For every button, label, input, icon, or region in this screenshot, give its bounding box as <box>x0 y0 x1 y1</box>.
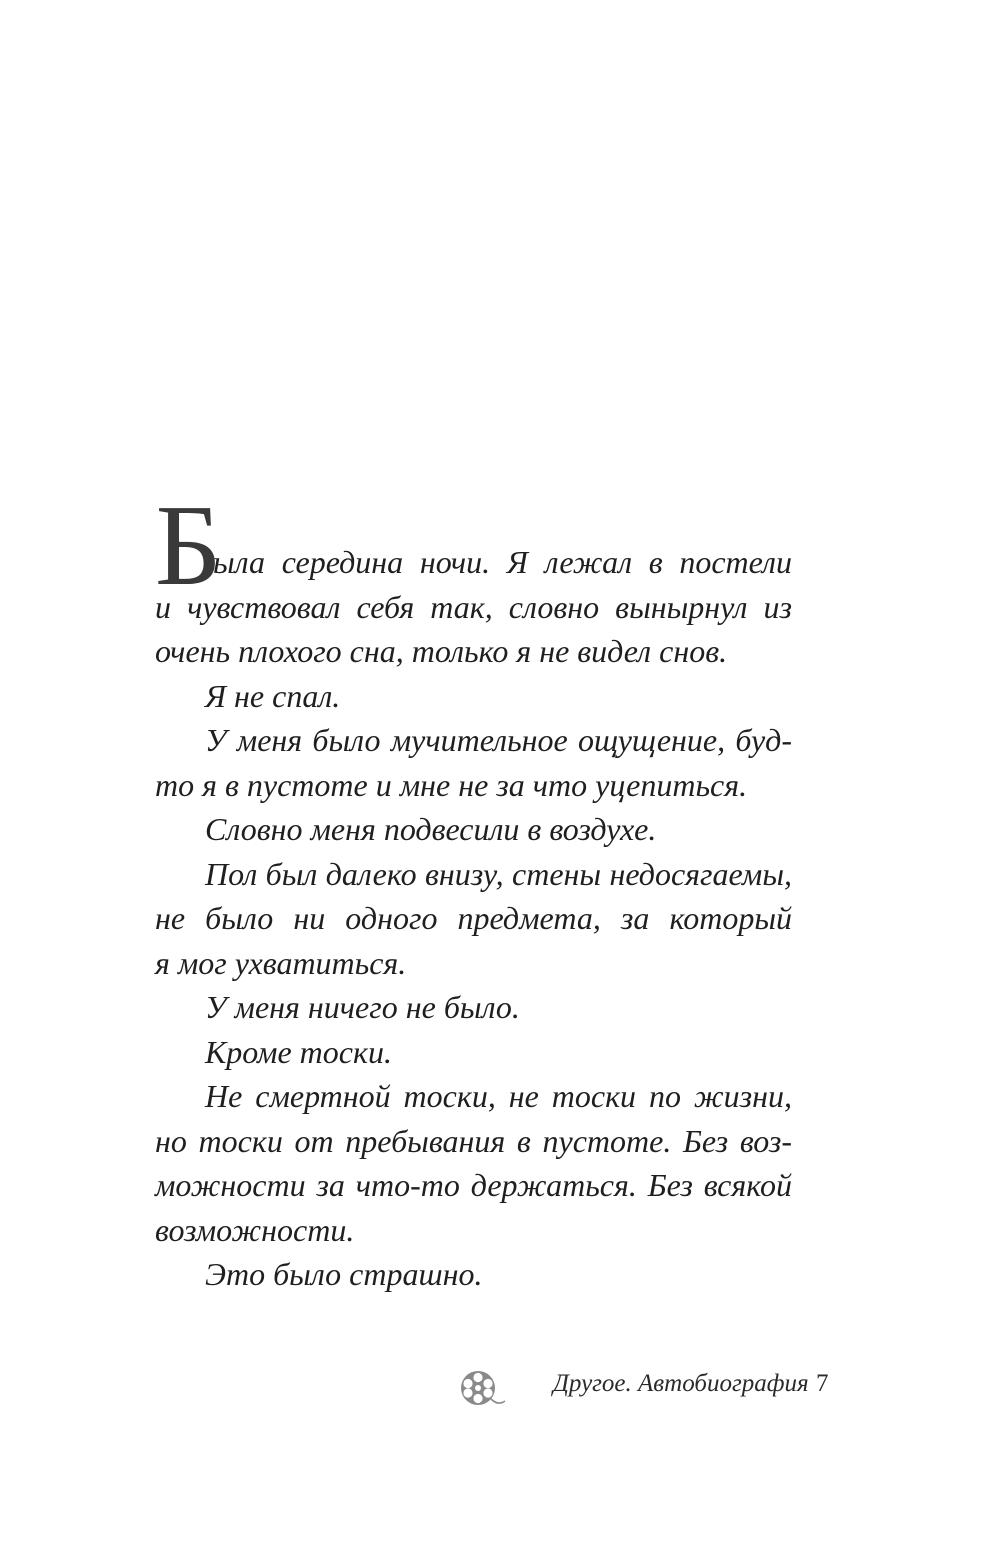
text-line: я мог ухватиться. <box>155 944 407 981</box>
text-line: Не смертной тоски, не тоски по жизни, <box>205 1078 792 1114</box>
text-line: Пол был далеко внизу, стены недосягаемы, <box>205 855 792 892</box>
page-footer <box>458 1368 838 1408</box>
text-line: но тоски от пребывания в пустоте. Без воз- <box>155 1122 792 1159</box>
text-line: можности за что-то держаться. Без всякой <box>155 1167 792 1203</box>
text-line: У меня было мучительное ощущение, буд- <box>205 722 792 758</box>
text-line: У меня ничего не было. <box>205 989 520 1025</box>
text-line: Кроме тоски. <box>205 1033 392 1070</box>
page-number: 7 <box>816 1370 829 1397</box>
text-line: Я не спал. <box>205 677 341 714</box>
first-line-text: ыла середина ночи. Я лежал в постели <box>213 544 792 580</box>
body-text <box>155 482 792 1297</box>
drop-cap: Б <box>155 482 222 610</box>
text-line: возможности. <box>155 1211 355 1248</box>
text-line: очень плохого сна, только я не видел снов. <box>155 633 728 669</box>
text-line: Словно меня подвесили в воздухе. <box>205 811 657 847</box>
film-reel-icon <box>458 1368 508 1408</box>
running-title: Другое. Автобиография <box>553 1370 809 1397</box>
text-line: не было ни одного предмета, за который <box>155 900 792 936</box>
text-line: то я в пустоте и мне не за что уцепиться. <box>155 766 748 803</box>
text-line: и чувствовал себя так, словно вынырнул из <box>155 588 792 625</box>
paragraph-lines <box>155 585 792 1297</box>
text-line: Это было страшно. <box>205 1256 483 1292</box>
